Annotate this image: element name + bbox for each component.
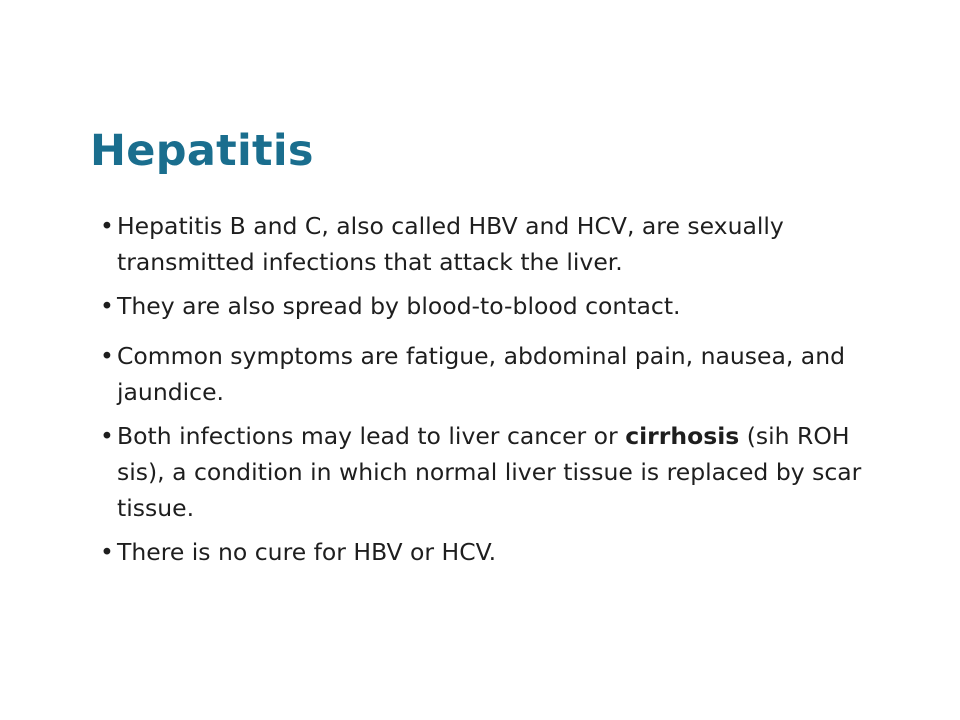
bullet-icon: •: [100, 342, 114, 370]
bullet-item: [100, 418, 880, 526]
bullet-icon: •: [100, 422, 114, 450]
bullet-icon: •: [100, 212, 114, 240]
bullet-item: [100, 208, 880, 280]
bullet-list: [100, 208, 880, 570]
bullet-item: [100, 534, 880, 570]
bullet-text: They are also spread by blood-to-blood contact.: [117, 292, 681, 320]
bullet-text-start: Both infections may lead to liver cancer or: [117, 422, 626, 450]
bullet-icon: •: [100, 292, 114, 320]
bullet-text-end: (sih ROH sis), a condition in which normal liver tissue is replaced by scar tissue.: [117, 422, 862, 522]
bullet-text: Common symptoms are fatigue, abdominal pain, nausea, and jaundice.: [117, 342, 846, 406]
bullet-item: [100, 338, 880, 410]
bullet-text: There is no cure for HBV or HCV.: [117, 538, 497, 566]
bullet-text: Hepatitis B and C, also called HBV and HCV, are sexually transmitted infections that attack the liver.: [117, 212, 784, 276]
slide-title: Hepatitis: [90, 126, 314, 176]
bullet-icon: •: [100, 538, 114, 566]
bold-term: cirrhosis: [625, 422, 740, 450]
bullet-item: [100, 288, 880, 324]
